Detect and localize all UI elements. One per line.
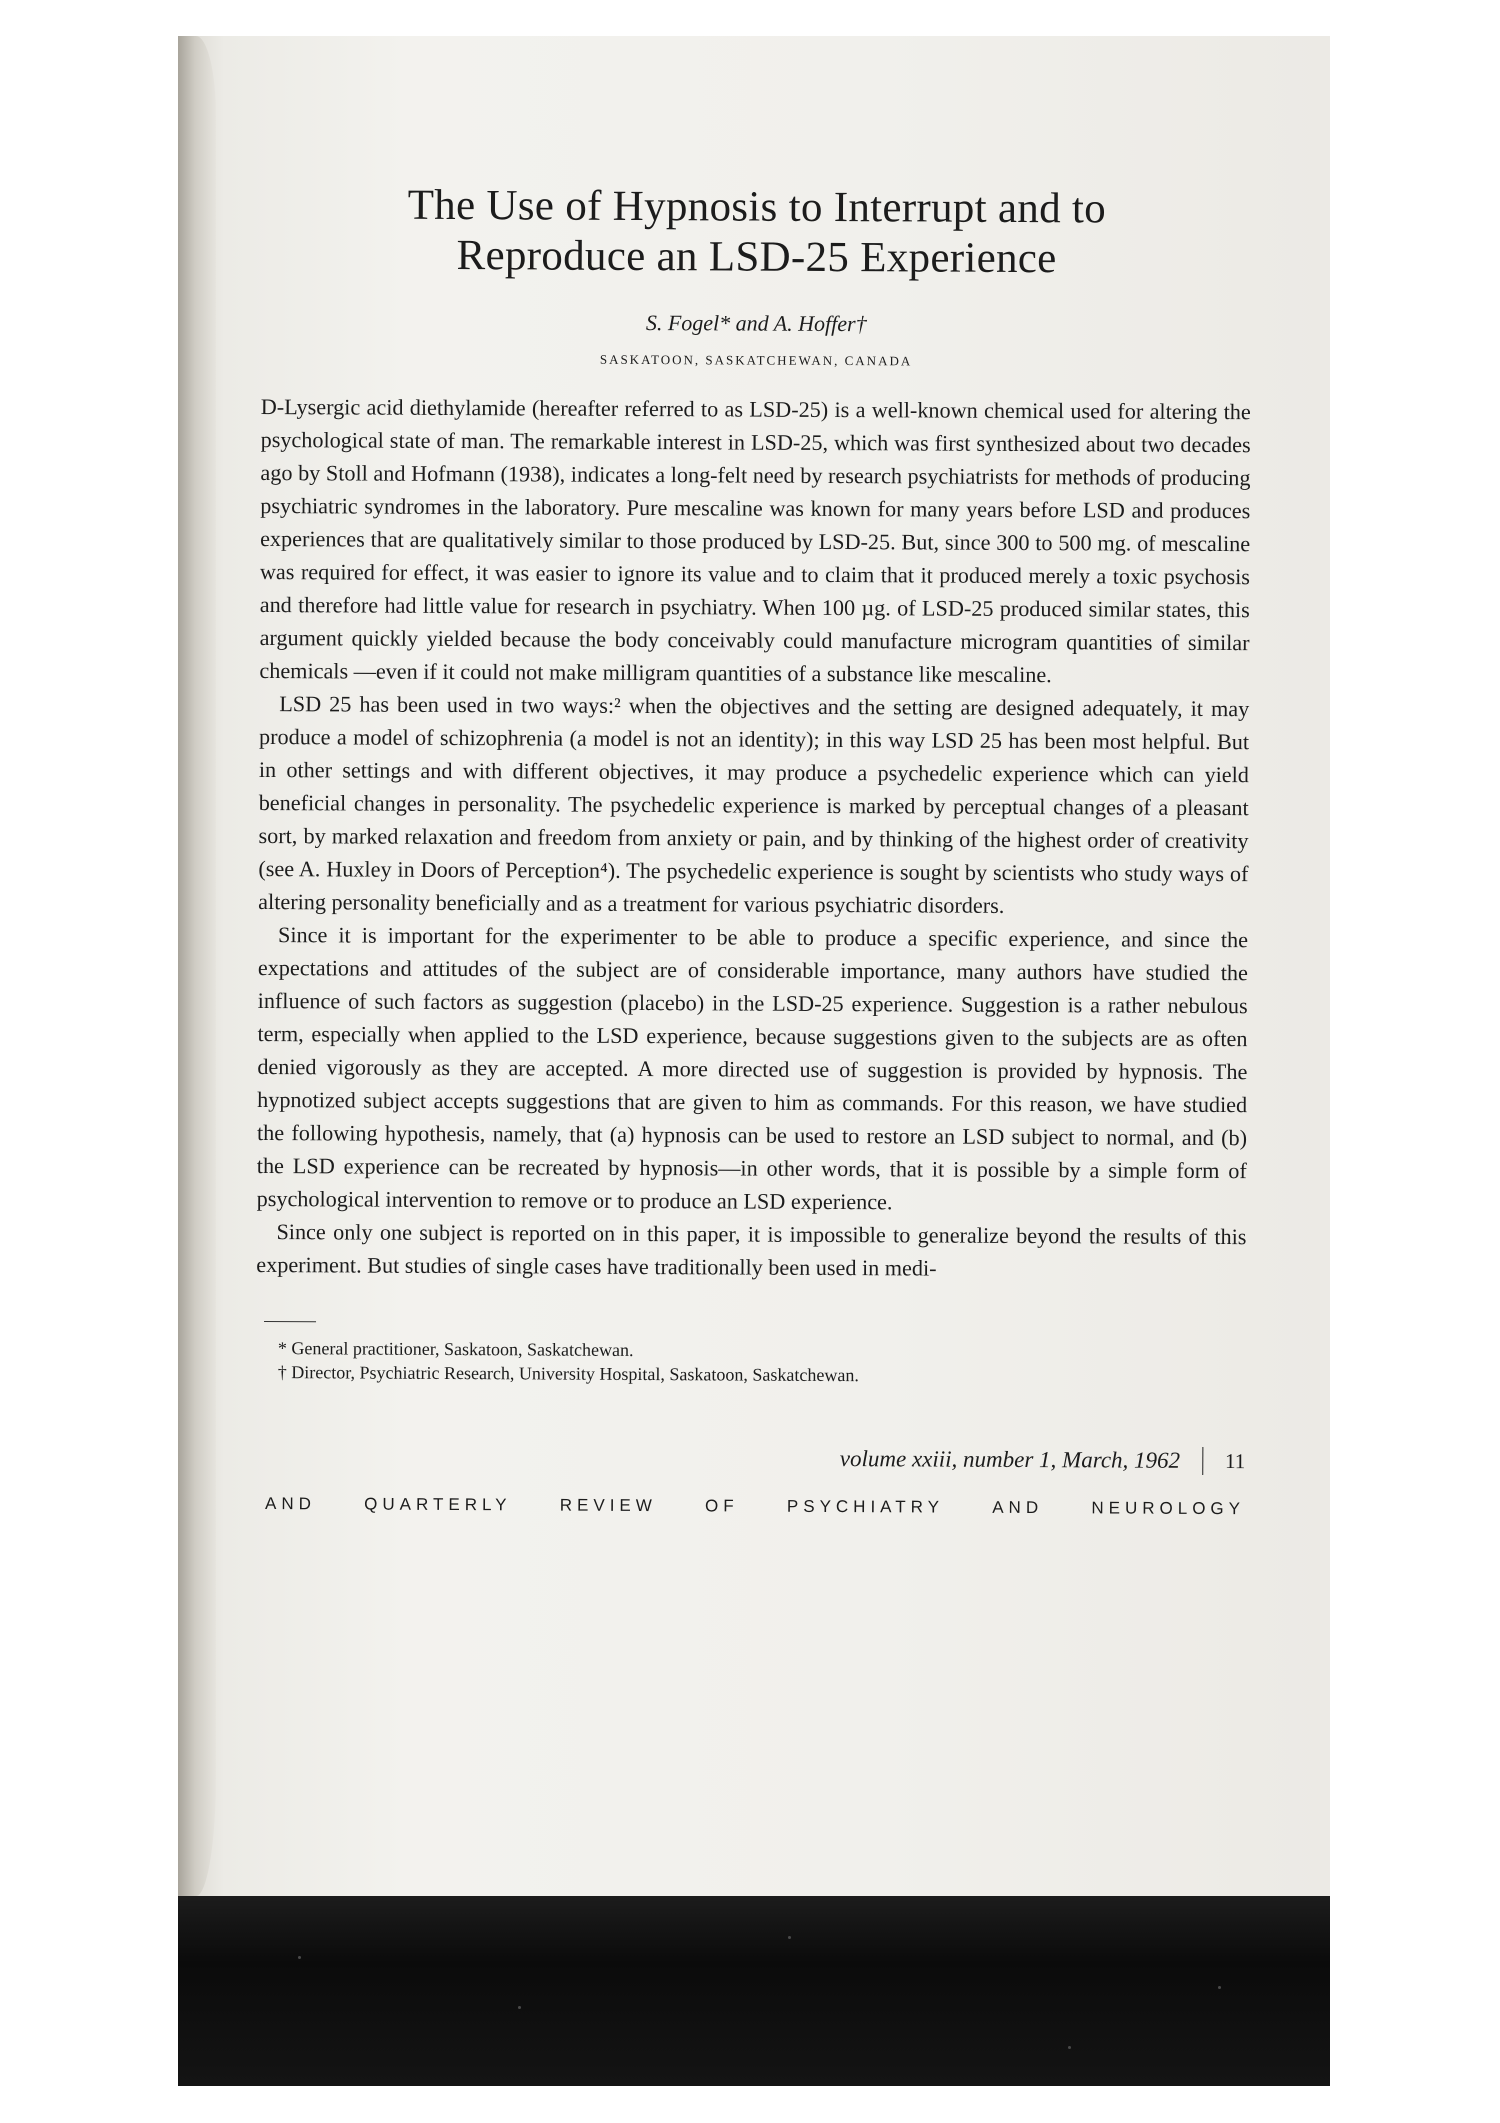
paragraph: Since it is important for the experimenter to be able to produce a specific experience, and since the expectations and attitudes of the subject are of considerable importance, many authors have studied the influence of such factors as suggestion (placebo) in the LSD-25 experience. Suggestion is a rather nebulous term, especially when applied to the LSD experience, because suggestions given to the subjects are as often denied vigorously as they are accepted. A more directed use of suggestion is provided by hypnosis. The hypnotized subject accepts suggestions that are given to him as commands. For this reason, we have studied the following hypothesis, namely, that (a) hypnosis can be used to restore an LSD subject to normal, and (b) the LSD experience can be recreated by hypnosis—in other words, that it is possible by a simple form of psychological intervention to remove or to produce an LSD experience.	[256, 922, 1249, 1215]
running-footer-word: QUARTERLY	[364, 1494, 512, 1515]
running-footer-word: AND	[992, 1497, 1044, 1518]
authors: S. Fogel* and A. Hoffer†	[645, 310, 867, 337]
footnote-rule	[264, 1321, 316, 1322]
affiliation-location: SASKATOON, SASKATCHEWAN, CANADA	[599, 351, 913, 369]
running-footer-word: AND	[265, 1494, 317, 1514]
footnote: * General practitioner, Saskatoon, Saskatchewan.	[277, 1338, 634, 1360]
running-footer-word: OF	[705, 1496, 739, 1516]
article-body	[256, 390, 1251, 1286]
title-line-2: Reproduce an LSD-25 Experience	[456, 232, 1057, 283]
page-number: 11	[1225, 1448, 1246, 1473]
footnote: † Director, Psychiatric Research, University Hospital, Saskatoon, Saskatchewan.	[277, 1362, 859, 1386]
running-footer-word: NEUROLOGY	[1091, 1498, 1246, 1519]
footnotes	[256, 1336, 1246, 1389]
issue-info: volume xxiii, number 1, March, 1962	[839, 1446, 1181, 1473]
issue-divider	[1202, 1447, 1203, 1475]
running-footer-word: REVIEW	[559, 1495, 657, 1516]
article-page	[255, 180, 1252, 1519]
paragraph: Since only one subject is reported on in this paper, it is impossible to generalize beyond the results of this experiment. But studies of single cases have traditionally been used in medi-	[256, 1219, 1247, 1281]
issue-line	[255, 1442, 1245, 1475]
facing-page-curl	[178, 36, 216, 1896]
article-title	[261, 180, 1252, 285]
paragraph: LSD 25 has been used in two ways:² when the objectives and the setting are designed adequately, it may produce a model of schizophrenia (a model is not an identity); in this way LSD 25 has been most helpful. But in other settings and with different objectives, it may produce a psychedelic experience which can yield beneficial changes in personality. The psychedelic experience is marked by perceptual changes of a pleasant sort, by marked relaxation and freedom from anxiety or pain, and by thinking of the highest order of creativity (see A. Huxley in Doors of Perception⁴). The psychedelic experience is sought by scientists who study ways of altering personality beneficially and as a treatment for various psychiatric disorders.	[258, 691, 1250, 918]
title-line-1: The Use of Hypnosis to Interrupt and to	[407, 181, 1107, 233]
running-footer-word: PSYCHIATRY	[786, 1496, 945, 1517]
table-surface	[178, 1896, 1330, 2086]
paragraph: D-Lysergic acid diethylamide (hereafter referred to as LSD-25) is a well-known chemical used for altering the psychological state of man. The remarkable interest in LSD-25, which was first synthesized about two decades ago by Stoll and Hofmann (1938), indicates a long-felt need by research psychiatrists for methods of producing psychiatric syndromes in the laboratory. Pure mescaline was known for many years before LSD and produces experiences that are qualitatively similar to those produced by LSD-25. But, since 300 to 500 mg. of mescaline was required for effect, it was easier to ignore its value and to claim that it produced merely a toxic psychosis and therefore had little value for research in psychiatry. When 100 µg. of LSD-25 produced similar states, this argument quickly yielded because the body conceivably could manufacture microgram quantities of similar chemicals —even if it could not make milligram quantities of a substance like mescaline.	[259, 393, 1251, 688]
